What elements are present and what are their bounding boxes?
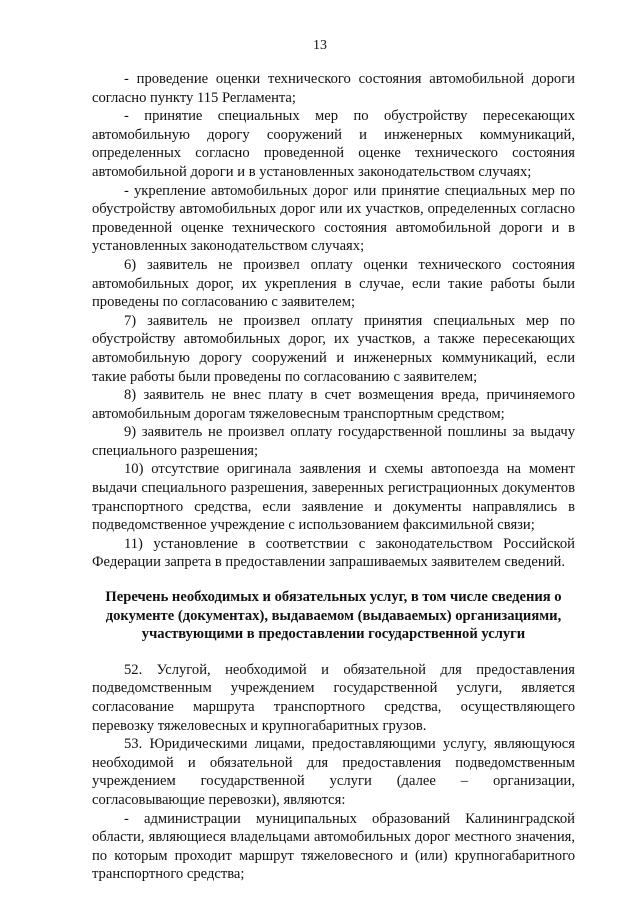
- paragraph-item-9: 9) заявитель не произвел оплату государственной пошлины за выдачу специального разрешения;: [92, 424, 575, 459]
- paragraph-road-strengthening: - укрепление автомобильных дорог или принятие специальных мер по обустройству автомобильных дорог или их участков, определенных согласно проведенной оценке технического состояния автомобильной дороги и в установленных законодательством случаях;: [92, 182, 575, 255]
- section-heading: Перечень необходимых и обязательных услуг, в том числе сведения о документе (документах), выдаваемом (выдаваемых) организациями, участвующими в предоставлении государственной услуги: [105, 589, 562, 643]
- paragraph-item-7: 7) заявитель не произвел оплату принятия специальных мер по обустройству автомобильных дорог, их участков, а также пересекающих автомобильную дорогу сооружений и инженерных коммуникаций, если такие работы были проведены по согласованию с заявителем;: [92, 312, 575, 385]
- page-number: 13: [313, 38, 327, 53]
- paragraph-item-10: 10) отсутствие оригинала заявления и схемы автопоезда на момент выдачи специального разрешения, заверенных регистрационных документов транспортного средства, если заявление и документы направлялись в подведомственное учреждение с использованием факсимильной связи;: [92, 461, 575, 534]
- document-body: [92, 70, 575, 884]
- paragraph-53: 53. Юридическими лицами, предоставляющими услугу, являющуюся необходимой и обязательной для предоставления подведомственным учреждением государственной услуги (далее – организации, согласовывающие перевозки), являются:: [92, 736, 575, 808]
- paragraph-item-6: 6) заявитель не произвел оплату оценки технического состояния автомобильных дорог, их укрепления в случае, если такие работы были проведены по согласованию с заявителем;: [92, 256, 575, 311]
- paragraph-52: 52. Услугой, необходимой и обязательной для предоставления подведомственным учреждением государственной услуги, является согласование маршрута транспортного средства, осуществляющего перевозку тяжеловесных и крупногабаритных грузов.: [92, 661, 575, 734]
- paragraph-item-8: 8) заявитель не внес плату в счет возмещения вреда, причиняемого автомобильным дорогам тяжеловесным транспортным средством;: [92, 387, 575, 422]
- paragraph-road-assessment: - проведение оценки технического состояния автомобильной дороги согласно пункту 115 Регламента;: [92, 71, 575, 106]
- paragraph-item-11: 11) установление в соответствии с законодательством Российской Федерации запрета в предоставлении запрашиваемых заявителем сведений.: [92, 535, 575, 571]
- paragraph-crossing-structures: - принятие специальных мер по обустройству пересекающих автомобильную дорогу сооружений и инженерных коммуникаций, определенных согласно проведенной оценке технического состояния автомобильной дороги и в установленных законодательством случаях;: [92, 108, 575, 180]
- paragraph-municipal-administrations: - администрации муниципальных образований Калининградской области, являющиеся владельцами автомобильных дорог местного значения, по которым проходит маршрут тяжеловесного и (или) крупногабаритного транспортного средства;: [92, 810, 575, 883]
